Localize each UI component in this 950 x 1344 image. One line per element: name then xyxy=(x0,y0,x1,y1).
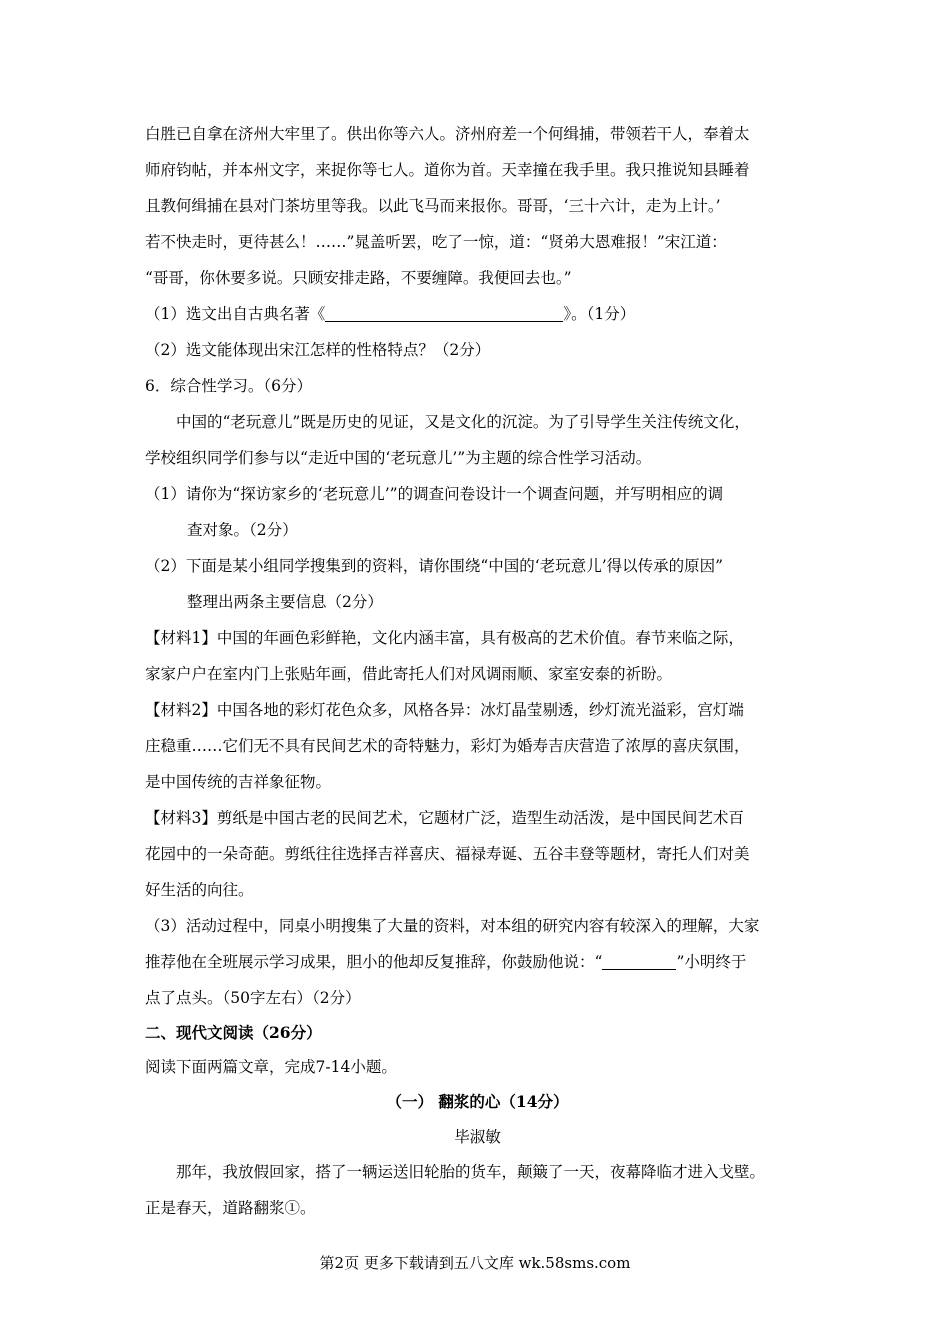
article-title: （一） 翻浆的心（14分） xyxy=(386,1092,569,1111)
question-5-1-suffix: 》。（1分） xyxy=(563,305,636,323)
material-line: 是中国传统的吉祥象征物。 xyxy=(145,773,332,791)
question-6-2: 整理出两条主要信息（2分） xyxy=(187,593,383,611)
question-6-3: 点了点头。（50字左右）（2分） xyxy=(145,989,361,1007)
passage-line: 且教何缉捕在县对门茶坊里等我。以此飞马而来报你。哥哥，‘三十六计，走为上计。’ xyxy=(145,197,721,215)
question-5-2: （2）选文能体现出宋江怎样的性格特点？（2分） xyxy=(145,341,491,359)
question-6-intro: 中国的“老玩意儿”既是历史的见证，又是文化的沉淀。为了引导学生关注传统文化， xyxy=(176,413,750,431)
answer-blank-book-title[interactable] xyxy=(325,303,563,322)
passage-line: 若不快走时，更待甚么！……”晁盖听罢，吃了一惊，道：“贤弟大恩难报！”宋江道： xyxy=(145,233,727,251)
material-line: 好生活的向往。 xyxy=(145,881,254,899)
question-5-1-prefix: （1）选文出自古典名著《 xyxy=(145,305,326,323)
passage-line: 白胜已自拿在济州大牢里了。供出你等六人。济州府差一个何缉捕，带领若干人，奉着太 xyxy=(145,125,750,143)
material-1 xyxy=(145,620,810,692)
question-6-2: （2）下面是某小组同学搜集到的资料，请你围绕“中国的‘老玩意儿’得以传承的原因” xyxy=(145,557,724,575)
article-paragraph: 正是春天，道路翻浆①。 xyxy=(145,1199,316,1217)
question-6-intro: 学校组织同学们参与以“走近中国的‘老玩意儿’”为主题的综合性学习活动。 xyxy=(145,449,652,467)
material-line: 【材料2】中国各地的彩灯花色众多，风格各异：冰灯晶莹剔透，纱灯流光溢彩，宫灯端 xyxy=(145,701,744,719)
question-6-1: （1）请你为“探访家乡的‘老玩意儿’”的调查问卷设计一个调查问题，并写明相应的调 xyxy=(145,485,724,503)
material-line: 【材料3】剪纸是中国古老的民间艺术，它题材广泛，造型生动活泼，是中国民间艺术百 xyxy=(145,809,744,827)
article-paragraph: 那年，我放假回家，搭了一辆运送旧轮胎的货车，颠簸了一天，夜幕降临才进入戈壁。 xyxy=(176,1163,766,1181)
material-line: 【材料1】中国的年画色彩鲜艳，文化内涵丰富，具有极高的艺术价值。春节来临之际， xyxy=(145,629,744,647)
question-6-3-suffix: ”小明终于 xyxy=(676,953,747,971)
question-6-title: 6．综合性学习。（6分） xyxy=(145,377,312,395)
section-2-heading: 二、现代文阅读（26分） xyxy=(145,1023,322,1042)
material-2 xyxy=(145,692,810,800)
question-6-3: （3）活动过程中，同桌小明搜集了大量的资料，对本组的研究内容有较深入的理解，大家 xyxy=(145,917,760,935)
page-footer: 第2页 更多下载请到五八文库 wk.58sms.com xyxy=(319,1254,631,1272)
answer-blank-encouragement[interactable] xyxy=(602,951,676,970)
material-line: 花园中的一朵奇葩。剪纸往往选择吉祥喜庆、福禄寿诞、五谷丰登等题材，寄托人们对美 xyxy=(145,845,750,863)
question-6-1: 查对象。（2分） xyxy=(187,521,298,539)
section-2-instruction: 阅读下面两篇文章，完成7-14小题。 xyxy=(145,1058,397,1076)
material-line: 家家户户在室内门上张贴年画，借此寄托人们对风调雨顺、家室安泰的祈盼。 xyxy=(145,665,673,683)
page-content xyxy=(145,116,810,1226)
passage-line: “哥哥，你休要多说。只顾安排走路，不要缠障。我便回去也。” xyxy=(145,269,572,287)
question-6-3 xyxy=(145,944,810,980)
article-author: 毕淑敏 xyxy=(454,1128,501,1146)
material-3 xyxy=(145,800,810,908)
passage-end xyxy=(145,116,810,296)
question-5-1 xyxy=(145,296,810,332)
passage-line: 师府钧帖，并本州文字，来捉你等七人。道你为首。天幸撞在我手里。我只推说知县睡着 xyxy=(145,161,750,179)
question-6-3-prefix: 推荐他在全班展示学习成果，胆小的他却反复推辞，你鼓励他说：“ xyxy=(145,953,603,971)
material-line: 庄稳重……它们无不具有民间艺术的奇特魅力，彩灯为婚寿吉庆营造了浓厚的喜庆氛围， xyxy=(145,737,750,755)
